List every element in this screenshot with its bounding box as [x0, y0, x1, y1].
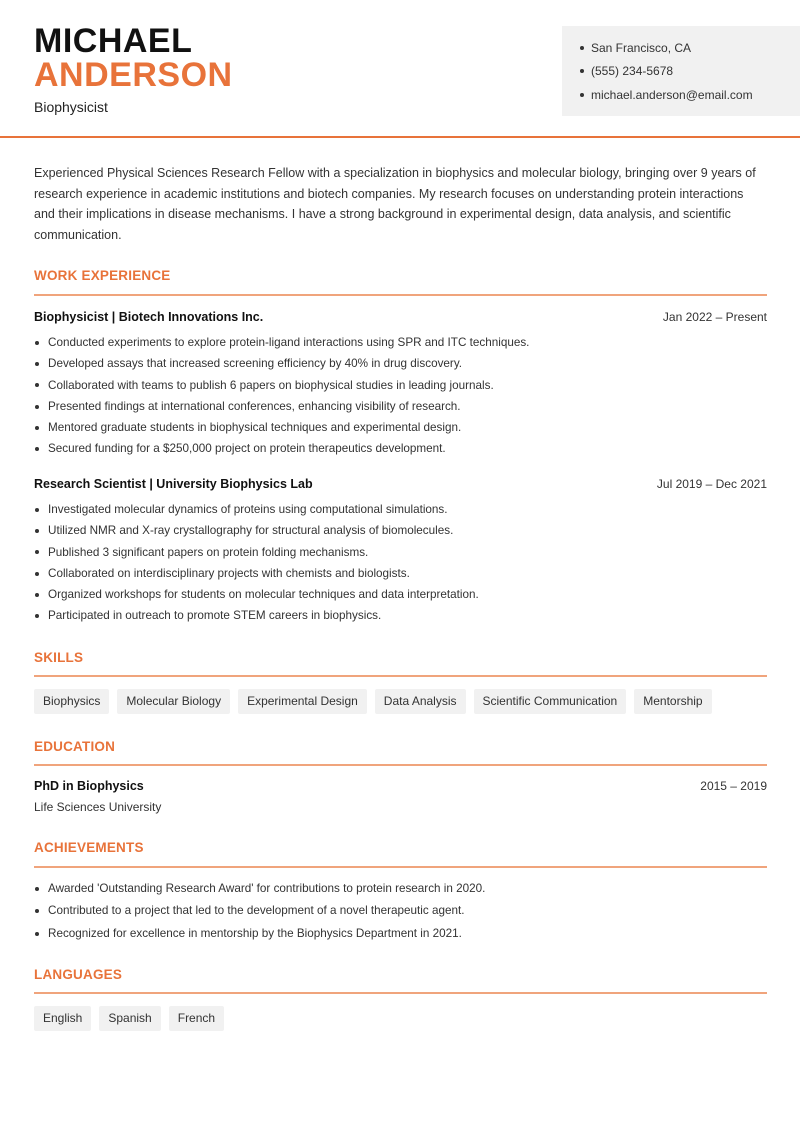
- skills-tags: [34, 689, 712, 714]
- list-item: [34, 375, 764, 396]
- bullet-icon: [35, 426, 39, 430]
- contact-location: [580, 36, 800, 60]
- list-item-text: Organized workshops for students on molecular techniques and data interpretation.: [48, 588, 479, 602]
- contact-email-text[interactable]: michael.anderson@email.com: [591, 87, 753, 102]
- list-item-text: Collaborated on interdisciplinary projects with chemists and biologists.: [48, 566, 410, 580]
- resume-header: [0, 0, 800, 138]
- job-bullets: [34, 499, 764, 627]
- bullet-icon: [35, 383, 39, 387]
- bullet-icon: [35, 550, 39, 554]
- list-item-text: Utilized NMR and X-ray crystallography for structural analysis of biomolecules.: [48, 524, 454, 538]
- list-item: [34, 499, 764, 520]
- skill-tag: Experimental Design: [238, 689, 367, 714]
- list-item-text: Secured funding for a $250,000 project on protein therapeutics development.: [48, 442, 446, 456]
- summary-paragraph: Experienced Physical Sciences Research Fellow with a specialization in biophysics and molecular biology, bringing over 9 years of research experience in academic institutions and biotech companies. My research focuses on understanding protein interactions and their implications in disease mechanisms. I have a strong background in experimental design, data analysis, and scientific communication.: [34, 166, 756, 242]
- list-item: [34, 563, 764, 584]
- list-item: [34, 923, 764, 945]
- list-item-text: Investigated molecular dynamics of proteins using computational simulations.: [48, 503, 448, 516]
- bullet-icon: [35, 572, 39, 576]
- section-title-work: WORK EXPERIENCE: [34, 268, 171, 283]
- section-title-skills: SKILLS: [34, 650, 84, 665]
- first-name: MICHAEL: [34, 22, 193, 60]
- bullet-icon: [35, 529, 39, 533]
- list-item: [34, 396, 764, 417]
- list-item-text: Developed assays that increased screening efficiency by 40% in drug discovery.: [48, 357, 463, 371]
- job-title: Research Scientist | University Biophysics Lab: [34, 477, 313, 491]
- bullet-icon: [35, 362, 39, 366]
- list-item: [34, 438, 764, 459]
- education-school: Life Sciences University: [34, 800, 162, 814]
- list-item-text: Awarded 'Outstanding Research Award' for contributions to protein research in 2020.: [48, 882, 486, 895]
- job-bullets: [34, 332, 764, 460]
- bullet-icon: [35, 909, 39, 913]
- list-item-text: Conducted experiments to explore protein-ligand interactions using SPR and ITC techniques.: [48, 336, 530, 349]
- education-years: 2015 – 2019: [700, 779, 767, 793]
- skill-tag: Data Analysis: [375, 689, 466, 714]
- section-divider: [34, 992, 767, 994]
- list-item: [34, 584, 764, 605]
- language-tags: [34, 1006, 224, 1031]
- last-name: ANDERSON: [34, 56, 233, 94]
- skill-tag: Scientific Communication: [474, 689, 627, 714]
- job-title: Biophysicist | Biotech Innovations Inc.: [34, 310, 264, 324]
- contact-location-text: San Francisco, CA: [591, 40, 692, 55]
- contact-phone-text: (555) 234-5678: [591, 64, 674, 79]
- bullet-icon: [35, 932, 39, 936]
- skill-tag: Mentorship: [634, 689, 711, 714]
- list-item: [34, 332, 764, 353]
- skill-tag: Molecular Biology: [117, 689, 230, 714]
- list-item-text: Published 3 significant papers on protein folding mechanisms.: [48, 545, 369, 559]
- list-item-text: Contributed to a project that led to the development of a novel therapeutic agent.: [48, 904, 465, 918]
- list-item: [34, 520, 764, 541]
- list-item: [34, 542, 764, 563]
- list-item-text: Presented findings at international conferences, enhancing visibility of research.: [48, 399, 461, 413]
- bullet-icon: [35, 447, 39, 451]
- section-divider: [34, 294, 767, 296]
- list-item: [34, 353, 764, 374]
- section-title-achievements: ACHIEVEMENTS: [34, 840, 144, 855]
- list-item-text: Mentored graduate students in biophysical techniques and experimental design.: [48, 421, 462, 435]
- section-title-education: EDUCATION: [34, 739, 116, 754]
- bullet-icon: [35, 508, 39, 512]
- bullet-icon: [35, 614, 39, 618]
- skill-tag: Biophysics: [34, 689, 109, 714]
- bullet-icon: [35, 341, 39, 345]
- list-item-text: Recognized for excellence in mentorship by the Biophysics Department in 2021.: [48, 926, 462, 940]
- section-divider: [34, 866, 767, 868]
- bullet-icon: [580, 69, 584, 73]
- job-dates: Jan 2022 – Present: [662, 310, 767, 324]
- education-degree: PhD in Biophysics: [34, 779, 144, 793]
- contact-email: [580, 83, 800, 107]
- bullet-icon: [580, 93, 584, 97]
- bullet-icon: [580, 46, 584, 50]
- bullet-icon: [35, 887, 39, 891]
- list-item: [34, 878, 764, 900]
- job-role: Biophysicist: [34, 99, 108, 115]
- list-item-text: Collaborated with teams to publish 6 papers on biophysical studies in leading journals.: [48, 378, 494, 392]
- section-divider: [34, 764, 767, 766]
- language-tag: Spanish: [99, 1006, 160, 1031]
- job-dates: Jul 2019 – Dec 2021: [656, 477, 767, 491]
- contact-phone: [580, 60, 800, 84]
- list-item: [34, 900, 764, 922]
- bullet-icon: [35, 593, 39, 597]
- section-divider: [34, 675, 767, 677]
- achievement-bullets: [34, 878, 764, 945]
- section-title-languages: LANGUAGES: [34, 967, 123, 982]
- list-item-text: Participated in outreach to promote STEM careers in biophysics.: [48, 609, 382, 623]
- list-item: [34, 605, 764, 626]
- list-item: [34, 417, 764, 438]
- language-tag: French: [169, 1006, 224, 1031]
- language-tag: English: [34, 1006, 91, 1031]
- bullet-icon: [35, 405, 39, 409]
- contact-box: [562, 26, 800, 116]
